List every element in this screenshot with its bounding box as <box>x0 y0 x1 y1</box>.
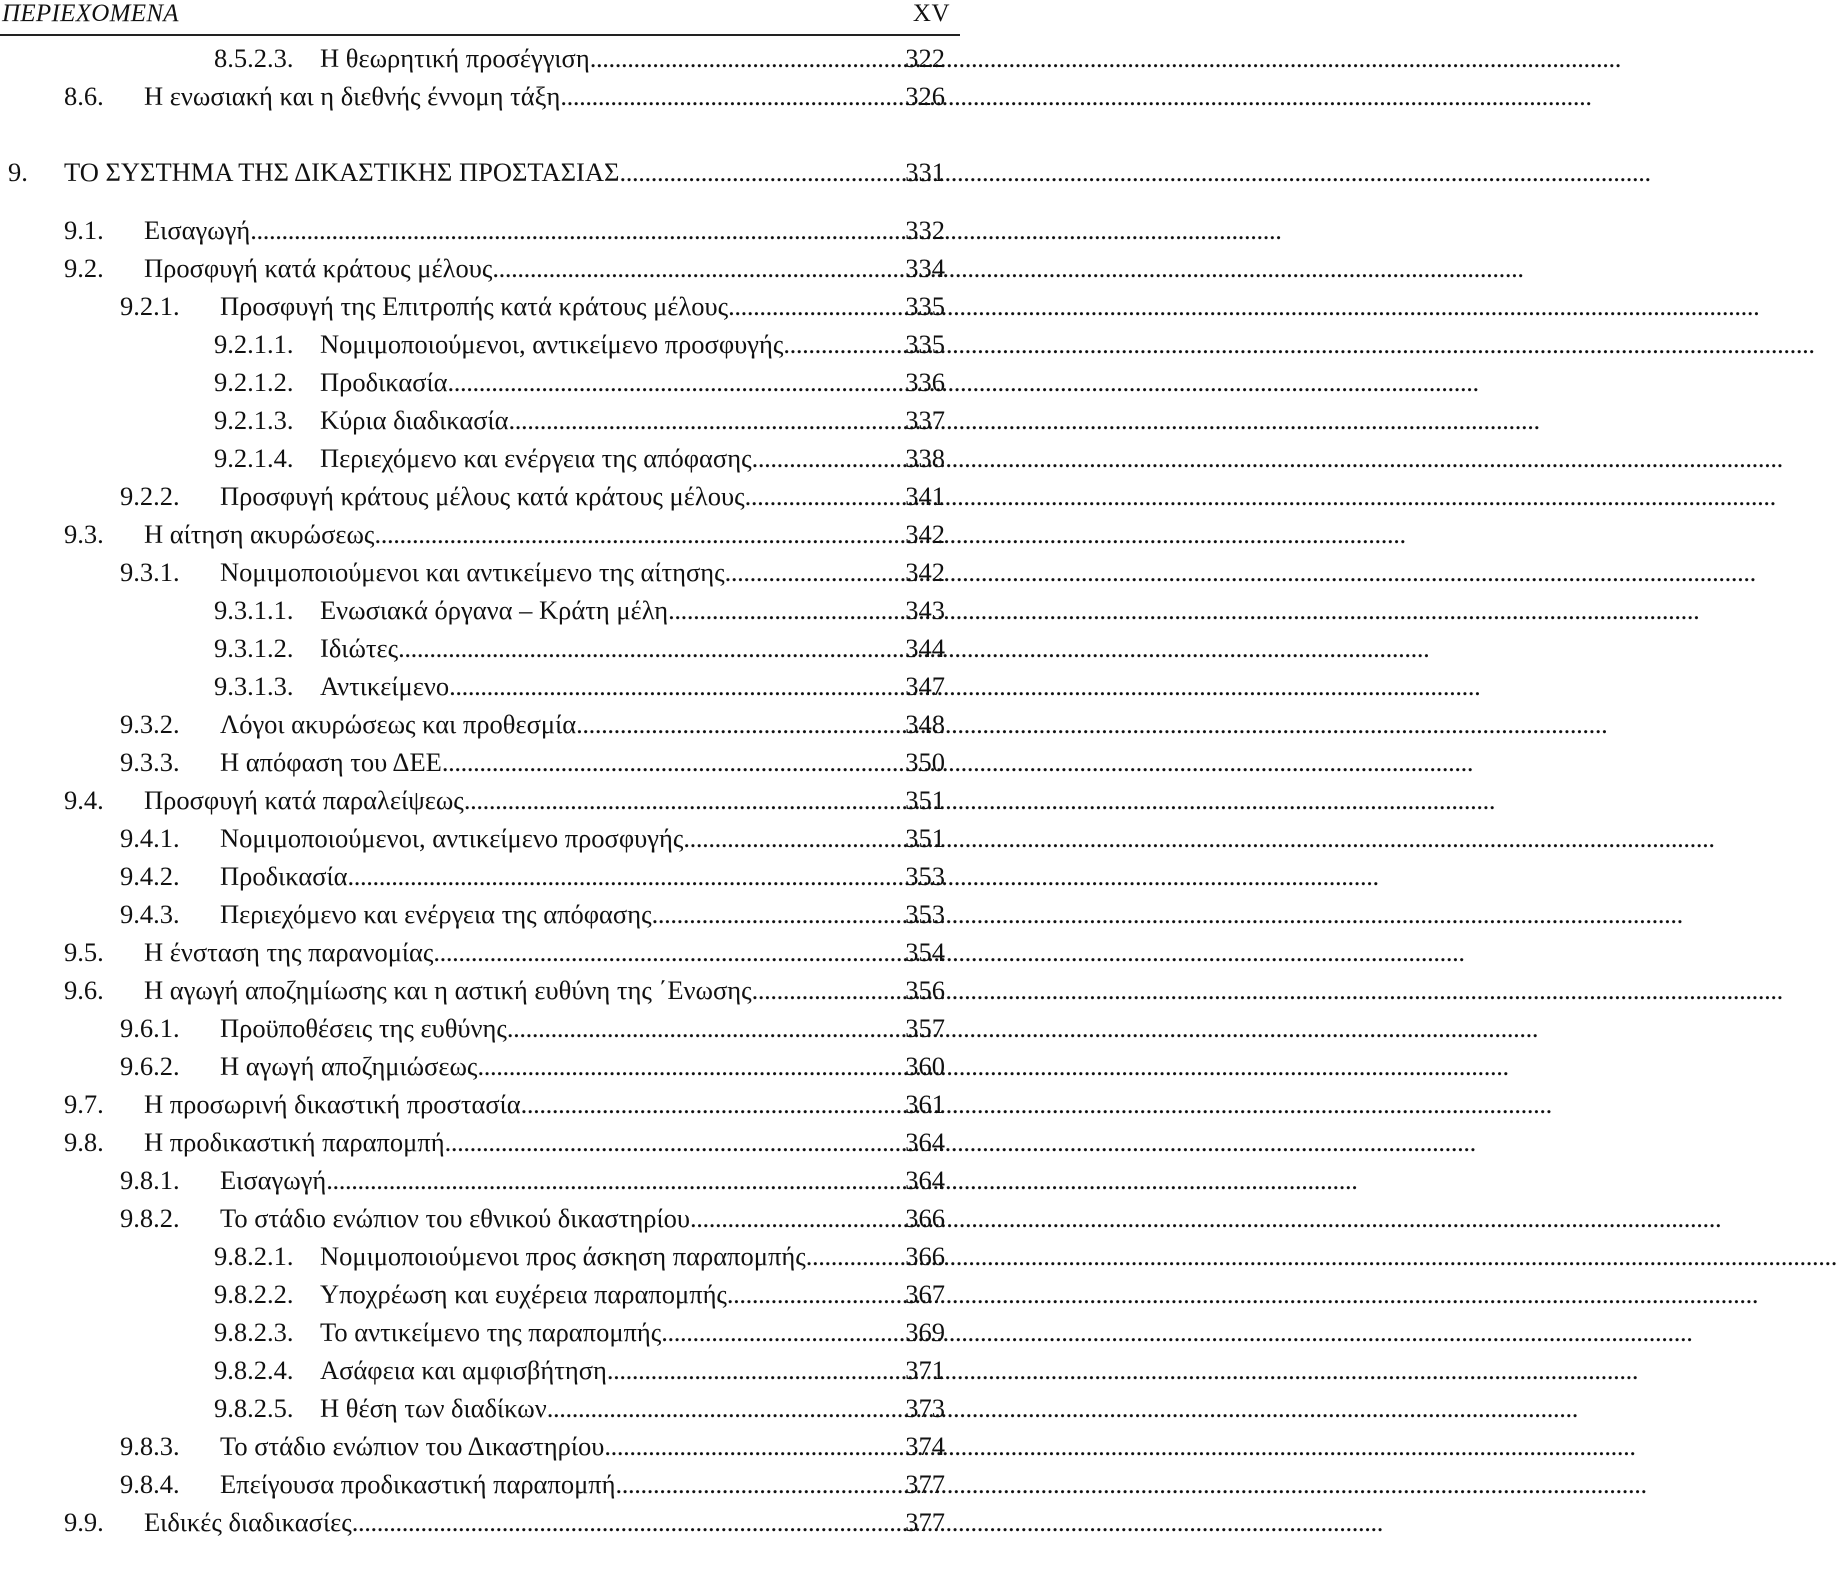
dot-leader <box>477 1047 875 1085</box>
toc-entry[interactable] <box>214 591 945 629</box>
toc-entry-page: 353 <box>905 861 945 891</box>
toc-entry-page: 360 <box>905 1051 945 1081</box>
toc-entry-number: 9.3.1. <box>120 557 180 587</box>
toc-entry-title: Ειδικές διαδικασίες <box>144 1507 352 1537</box>
toc-entry[interactable] <box>120 287 945 325</box>
dot-leader <box>745 477 875 515</box>
dot-leader <box>576 705 875 743</box>
toc-entry[interactable] <box>64 1085 945 1123</box>
toc-entry-number: 9.2.1.3. <box>214 405 294 435</box>
toc-entry-title: Η αίτηση ακυρώσεως <box>144 519 375 549</box>
dot-leader <box>604 1427 875 1465</box>
dot-leader <box>448 363 875 401</box>
toc-entry-number: 9.4. <box>64 785 104 815</box>
toc-entry-page: 341 <box>905 481 945 511</box>
toc-entry-title: Ασάφεια και αμφισβήτηση <box>320 1355 607 1385</box>
running-header <box>0 0 960 34</box>
toc-entry[interactable] <box>8 153 945 191</box>
toc-entry-number: 9.8. <box>64 1127 104 1157</box>
toc-entry-number: 9.2.2. <box>120 481 180 511</box>
toc-entry[interactable] <box>120 1427 945 1465</box>
toc-entry-title: Νομιμοποιούμενοι προς άσκηση παραπομπής <box>320 1241 806 1271</box>
toc-entry-number: 9.8.1. <box>120 1165 180 1195</box>
dot-leader <box>521 1085 875 1123</box>
dot-leader <box>616 1465 875 1503</box>
dot-leader <box>752 971 875 1009</box>
toc-entry[interactable] <box>120 1161 945 1199</box>
dot-leader <box>619 153 875 191</box>
toc-entry-number: 9.6.1. <box>120 1013 180 1043</box>
toc-entry[interactable] <box>64 1503 945 1541</box>
toc-entry-title: Προσφυγή της Επιτροπής κατά κράτους μέλους <box>220 291 729 321</box>
toc-entry-title: Νομιμοποιούμενοι και αντικείμενο της αίτησης <box>220 557 725 587</box>
toc-entry-title: Προδικασία <box>320 367 448 397</box>
dot-leader <box>348 857 875 895</box>
toc-entry-title: Επείγουσα προδικαστική παραπομπή <box>220 1469 616 1499</box>
dot-leader <box>509 401 875 439</box>
dot-leader <box>492 249 875 287</box>
dot-leader <box>607 1351 875 1389</box>
toc-entry[interactable] <box>64 781 945 819</box>
toc-entry-page: 356 <box>905 975 945 1005</box>
toc-entry-page: 342 <box>905 519 945 549</box>
toc-entry-title: Εισαγωγή <box>220 1165 327 1195</box>
toc-entry[interactable] <box>64 77 945 115</box>
toc-entry-number: 9.2.1. <box>120 291 180 321</box>
toc-entry-page: 377 <box>905 1507 945 1537</box>
toc-entry-page: 367 <box>905 1279 945 1309</box>
toc-entry-number: 8.6. <box>64 81 104 111</box>
toc-entry-page: 336 <box>905 367 945 397</box>
toc-entry-page: 338 <box>905 443 945 473</box>
toc-entry-page: 364 <box>905 1165 945 1195</box>
toc-entry-page: 348 <box>905 709 945 739</box>
toc-entry[interactable] <box>120 819 945 857</box>
toc-entry[interactable] <box>214 667 945 705</box>
toc-entry-title: Περιεχόμενο και ενέργεια της απόφασης <box>220 899 652 929</box>
dot-leader <box>806 1237 875 1275</box>
toc-entry-number: 9.3.1.1. <box>214 595 294 625</box>
toc-entry-title: Υποχρέωση και ευχέρεια παραπομπής <box>320 1279 727 1309</box>
toc-entry-page: 342 <box>905 557 945 587</box>
toc-entry[interactable] <box>214 1275 945 1313</box>
toc-entry-number: 9.6. <box>64 975 104 1005</box>
toc-entry-number: 9.5. <box>64 937 104 967</box>
toc-entry-number: 9. <box>8 157 28 187</box>
toc-entry-number: 9.8.2.2. <box>214 1279 294 1309</box>
dot-leader <box>464 781 875 819</box>
toc-entry[interactable] <box>214 1313 945 1351</box>
toc-entry[interactable] <box>214 363 945 401</box>
toc-entry-title: Η αγωγή αποζημιώσεως <box>220 1051 478 1081</box>
dot-leader <box>445 1123 875 1161</box>
toc-entry-number: 9.8.2.1. <box>214 1241 294 1271</box>
dot-leader <box>442 743 875 781</box>
toc-entry[interactable] <box>64 515 945 553</box>
dot-leader <box>507 1009 875 1047</box>
toc-entry-page: 335 <box>905 329 945 359</box>
toc-entry[interactable] <box>120 553 945 591</box>
toc-entry[interactable] <box>214 1237 945 1275</box>
toc-entry-title: Το στάδιο ενώπιον του εθνικού δικαστηρίου <box>220 1203 690 1233</box>
dot-leader <box>449 667 875 705</box>
toc-entry[interactable] <box>120 895 945 933</box>
toc-entry-page: 364 <box>905 1127 945 1157</box>
toc-entry[interactable] <box>214 1389 945 1427</box>
dot-leader <box>352 1503 875 1541</box>
toc-entry-page: 351 <box>905 823 945 853</box>
toc-entry-number: 9.8.2. <box>120 1203 180 1233</box>
toc-entry-title: Προσφυγή κατά παραλείψεως <box>144 785 464 815</box>
toc-entry[interactable] <box>64 249 945 287</box>
toc-entry-number: 9.7. <box>64 1089 104 1119</box>
dot-leader <box>728 287 875 325</box>
toc-entry[interactable] <box>214 325 945 363</box>
toc-entry[interactable] <box>120 1009 945 1047</box>
toc-entry-page: 366 <box>905 1203 945 1233</box>
toc-entry[interactable] <box>214 439 945 477</box>
dot-leader <box>250 211 875 249</box>
toc-entry-number: 9.9. <box>64 1507 104 1537</box>
toc-entry-title: Η απόφαση του ΔΕΕ <box>220 747 442 777</box>
toc-entry-page: 344 <box>905 633 945 663</box>
toc-entry-title: Προϋποθέσεις της ευθύνης <box>220 1013 507 1043</box>
toc-entry-title: Ιδιώτες <box>320 633 399 663</box>
toc-entry[interactable] <box>214 401 945 439</box>
dot-leader <box>374 515 875 553</box>
toc-entry-page: 331 <box>905 157 945 187</box>
toc-entry-title: Η θεωρητική προσέγγιση <box>320 43 590 73</box>
toc-entry-page: 351 <box>905 785 945 815</box>
toc-entry-page: 371 <box>905 1355 945 1385</box>
dot-leader <box>326 1161 875 1199</box>
toc-entry[interactable] <box>120 477 945 515</box>
toc-entry[interactable] <box>120 1047 945 1085</box>
toc-entry[interactable] <box>120 743 945 781</box>
toc-entry-title: Προσφυγή κράτους μέλους κατά κράτους μέλους <box>220 481 745 511</box>
dot-leader <box>560 77 875 115</box>
toc-entry-page: 326 <box>905 81 945 111</box>
toc-entry[interactable] <box>120 1465 945 1503</box>
dot-leader <box>727 1275 875 1313</box>
toc-entry-title: Λόγοι ακυρώσεως και προθεσμία <box>220 709 577 739</box>
toc-entry[interactable] <box>120 1199 945 1237</box>
toc-entry-title: Η θέση των διαδίκων <box>320 1393 547 1423</box>
toc-entry-page: 332 <box>905 215 945 245</box>
toc-entry-number: 9.2.1.4. <box>214 443 294 473</box>
toc-entry-number: 9.1. <box>64 215 104 245</box>
toc-entry-page: 322 <box>905 43 945 73</box>
toc-entry-title: Κύρια διαδικασία <box>320 405 509 435</box>
toc-entry-page: 337 <box>905 405 945 435</box>
toc-entry-number: 9.2.1.1. <box>214 329 294 359</box>
toc-entry-title: Η προδικαστική παραπομπή <box>144 1127 445 1157</box>
toc-entry-page: 335 <box>905 291 945 321</box>
toc-entry-title: Ενωσιακά όργανα – Κράτη μέλη <box>320 595 669 625</box>
dot-leader <box>683 819 875 857</box>
dot-leader <box>433 933 875 971</box>
toc-entry-title: Νομιμοποιούμενοι, αντικείμενο προσφυγής <box>220 823 684 853</box>
toc-entry-page: 350 <box>905 747 945 777</box>
dot-leader <box>547 1389 875 1427</box>
toc-entry-page: 373 <box>905 1393 945 1423</box>
toc-entry-number: 9.2. <box>64 253 104 283</box>
toc-entry-page: 377 <box>905 1469 945 1499</box>
toc-entry-number: 9.8.2.5. <box>214 1393 294 1423</box>
toc-entry-title: Περιεχόμενο και ενέργεια της απόφασης <box>320 443 752 473</box>
toc-entry-title: Προσφυγή κατά κράτους μέλους <box>144 253 493 283</box>
toc-entry-number: 9.3.1.3. <box>214 671 294 701</box>
toc-entry-title: Το στάδιο ενώπιον του Δικαστηρίου <box>220 1431 605 1461</box>
toc-entry-number: 9.8.2.3. <box>214 1317 294 1347</box>
dot-leader <box>652 895 875 933</box>
toc-entry-number: 9.8.4. <box>120 1469 180 1499</box>
toc-entry-page: 357 <box>905 1013 945 1043</box>
toc-entry-number: 9.8.3. <box>120 1431 180 1461</box>
dot-leader <box>590 39 875 77</box>
toc-entry[interactable] <box>120 857 945 895</box>
toc-entry-page: 374 <box>905 1431 945 1461</box>
toc-entry-number: 9.4.2. <box>120 861 180 891</box>
toc-entry-page: 353 <box>905 899 945 929</box>
toc-entry-number: 8.5.2.3. <box>214 43 294 73</box>
toc-entry-title: Νομιμοποιούμενοι, αντικείμενο προσφυγής <box>320 329 784 359</box>
toc-entry-page: 366 <box>905 1241 945 1271</box>
toc-entry-number: 9.3.1.2. <box>214 633 294 663</box>
toc-entry-title: Η ενωσιακή και η διεθνής έννομη τάξη <box>144 81 561 111</box>
toc-entry[interactable] <box>64 971 945 1009</box>
toc-entry-page: 354 <box>905 937 945 967</box>
toc-entry-title: Η προσωρινή δικαστική προστασία <box>144 1089 521 1119</box>
toc-entry[interactable] <box>214 39 945 77</box>
dot-leader <box>690 1199 875 1237</box>
toc-entry-number: 9.3.3. <box>120 747 180 777</box>
toc-entry[interactable] <box>214 629 945 667</box>
toc-entry[interactable] <box>64 211 945 249</box>
dot-leader <box>668 591 875 629</box>
toc-entry[interactable] <box>120 705 945 743</box>
toc-entry-title: Η αγωγή αποζημίωσης και η αστική ευθύνη της ΄Ενωσης <box>144 975 752 1005</box>
toc-entry-title: Αντικείμενο <box>320 671 450 701</box>
toc-entry-number: 9.8.2.4. <box>214 1355 294 1385</box>
toc-entry-number: 9.4.1. <box>120 823 180 853</box>
running-header-title: ΠΕΡΙΕΧΟΜΕΝΑ <box>2 0 179 27</box>
dot-leader <box>725 553 875 591</box>
page-number-roman: XV <box>912 0 950 27</box>
toc-entry-title: Η ένσταση της παρανομίας <box>144 937 434 967</box>
dot-leader <box>398 629 875 667</box>
toc-entry[interactable] <box>64 1123 945 1161</box>
toc-entry-number: 9.4.3. <box>120 899 180 929</box>
toc-entry-page: 361 <box>905 1089 945 1119</box>
toc-entry-number: 9.2.1.2. <box>214 367 294 397</box>
dot-leader <box>783 325 875 363</box>
toc-entry-page: 343 <box>905 595 945 625</box>
dot-leader <box>661 1313 875 1351</box>
toc-entry-title: Το αντικείμενο της παραπομπής <box>320 1317 662 1347</box>
dot-leader <box>752 439 875 477</box>
toc-entry-title: Εισαγωγή <box>144 215 251 245</box>
toc-entry-page: 369 <box>905 1317 945 1347</box>
toc-entry-number: 9.3. <box>64 519 104 549</box>
header-rule <box>0 34 960 36</box>
toc-entry[interactable] <box>64 933 945 971</box>
toc-entry-page: 347 <box>905 671 945 701</box>
toc-entry-title: Προδικασία <box>220 861 348 891</box>
toc-entry[interactable] <box>214 1351 945 1389</box>
toc-entry-page: 334 <box>905 253 945 283</box>
toc-entry-title: ΤΟ ΣΥΣΤΗΜΑ ΤΗΣ ΔΙΚΑΣΤΙΚΗΣ ΠΡΟΣΤΑΣΙΑΣ <box>64 157 620 187</box>
toc-entry-number: 9.3.2. <box>120 709 180 739</box>
toc-entry-number: 9.6.2. <box>120 1051 180 1081</box>
